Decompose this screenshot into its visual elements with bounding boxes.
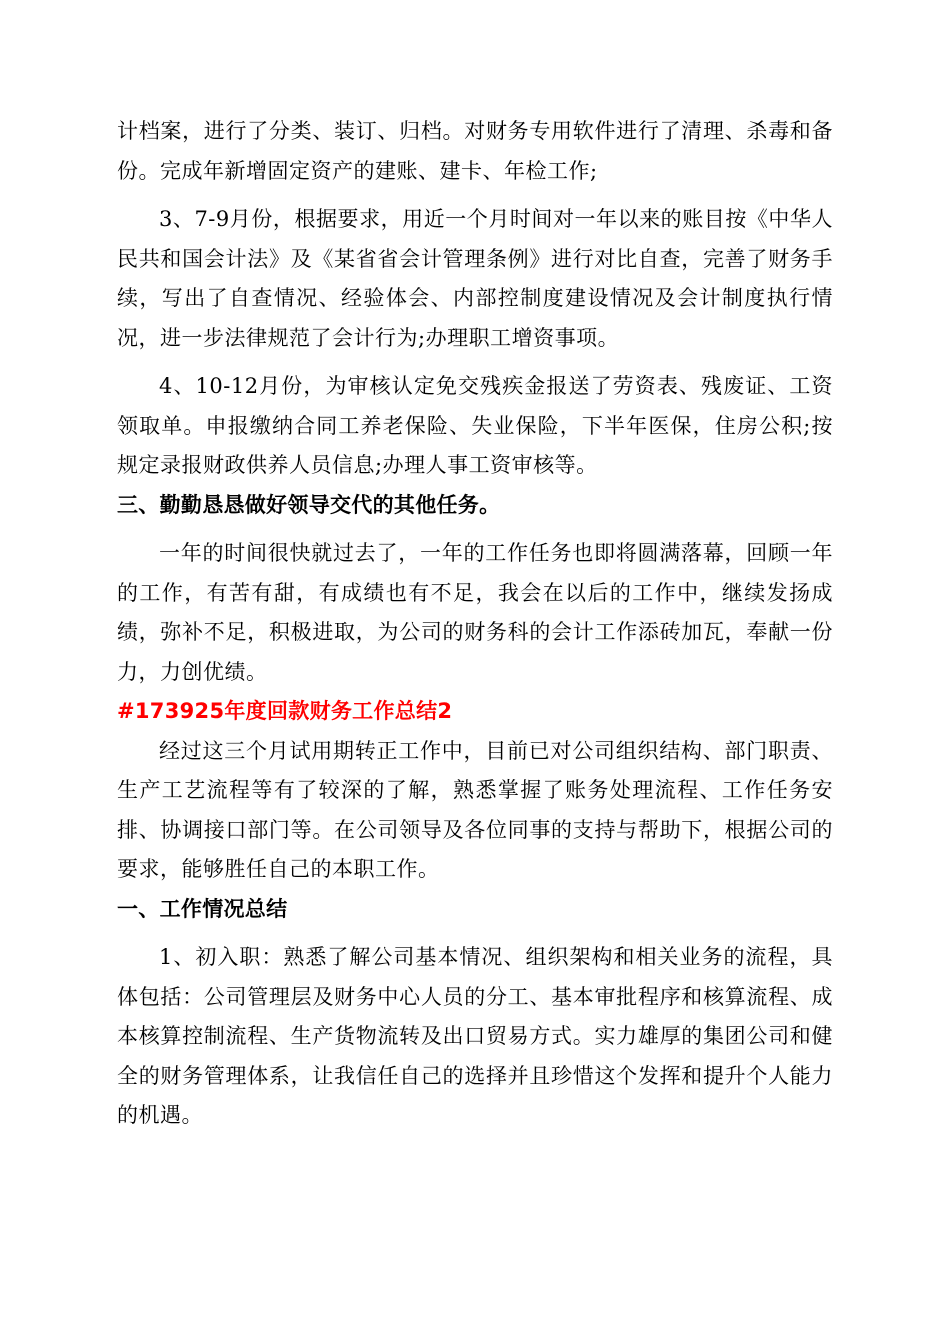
- section-heading-one: 一、工作情况总结: [117, 896, 288, 921]
- paragraph-intro-2: 经过这三个月试用期转正工作中，目前已对公司组织结构、部门职责、生产工艺流程等有了较深的了解，熟悉掌握了账务处理流程、工作任务安排、协调接口部门等。在公司领导及各位同事的支持与帮助下，根据公司的要求，能够胜任自己的本职工作。: [117, 738, 833, 881]
- paragraph-item-3: 3、7-9月份，根据要求，用近一个月时间对一年以来的账目按《中华人民共和国会计法》及《某省省会计管理条例》进行对比自查，完善了财务手续，写出了自查情况、经验体会、内部控制度建设情况及会计制度执行情况，进一步法律规范了会计行为;办理职工增资事项。: [117, 207, 833, 350]
- paragraph-item-4: 4、10-12月份，为审核认定免交残疾金报送了劳资表、残废证、工资领取单。申报缴纳合同工养老保险、失业保险，下半年医保，住房公积;按规定录报财政供养人员信息;办理人事工资审核等。: [117, 374, 833, 477]
- paragraph-item-1: 1、初入职：熟悉了解公司基本情况、组织架构和相关业务的流程，具体包括：公司管理层及财务中心人员的分工、基本审批程序和核算流程、成本核算控制流程、生产货物流转及出口贸易方式。实力雄厚的集团公司和健全的财务管理体系，让我信任自己的选择并且珍惜这个发挥和提升个人能力的机遇。: [117, 945, 833, 1127]
- paragraph-conclusion: 一年的时间很快就过去了，一年的工作任务也即将圆满落幕，回顾一年的工作，有苦有甜，有成绩也有不足，我会在以后的工作中，继续发扬成绩，弥补不足，积极进取，为公司的财务科的会计工作添砖加瓦，奉献一份力，力创优绩。: [117, 541, 833, 684]
- paragraph-archive-continuation: 计档案，进行了分类、装订、归档。对财务专用软件进行了清理、杀毒和备份。完成年新增固定资产的建账、建卡、年检工作;: [117, 119, 833, 183]
- section-heading-three: 三、勤勤恳恳做好领导交代的其他任务。: [117, 492, 501, 517]
- document-page: [117, 112, 833, 1136]
- article-title-2: #173925年度回款财务工作总结2: [117, 699, 453, 723]
